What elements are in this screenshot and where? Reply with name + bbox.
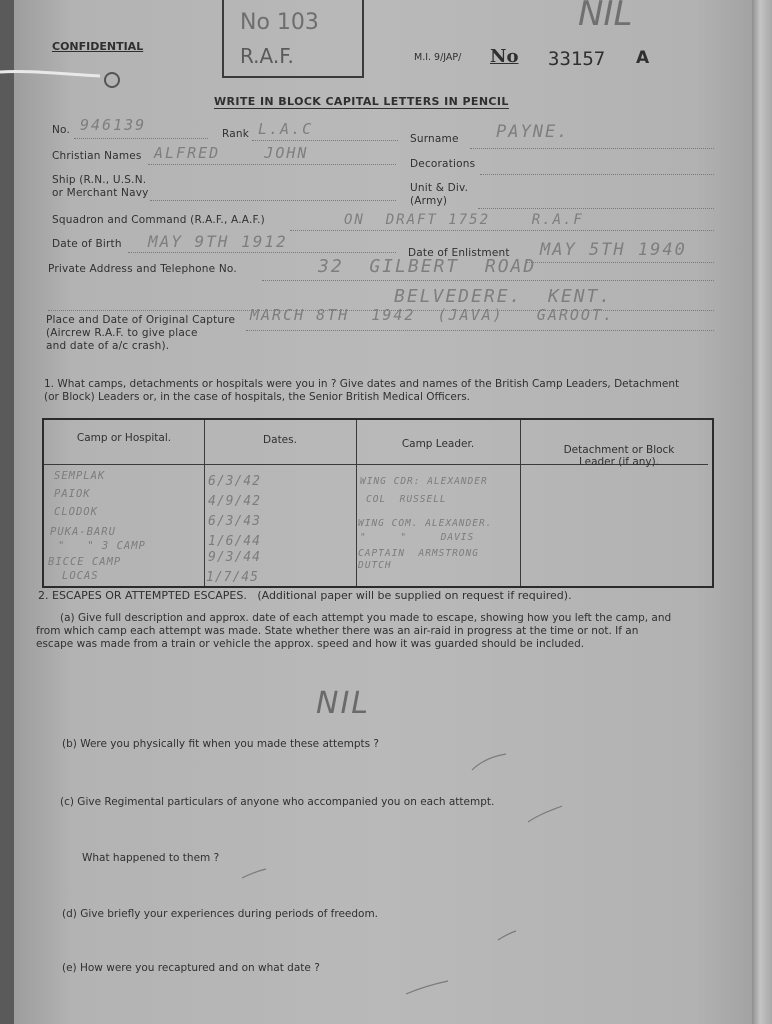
unit-line xyxy=(478,208,714,209)
dob-line xyxy=(128,252,396,253)
left-background xyxy=(0,0,14,1024)
camp-3: CLODOK xyxy=(54,506,98,518)
christian-names-value: ALFRED JOHN xyxy=(154,144,309,162)
dob-label: Date of Birth xyxy=(52,238,122,250)
q2-title-text: 2. ESCAPES OR ATTEMPTED ESCAPES. xyxy=(38,589,247,602)
surname-label: Surname xyxy=(410,133,459,145)
decorations-label: Decorations xyxy=(410,158,476,170)
header-dates: Dates. xyxy=(263,434,297,446)
enlistment-label: Date of Enlistment xyxy=(408,247,510,259)
right-page-edge xyxy=(752,0,772,1024)
service-number: 946139 xyxy=(80,116,147,134)
enlistment-value: MAY 5TH 1940 xyxy=(540,240,687,260)
date-1: 6/3/42 xyxy=(208,474,261,489)
camp-1: SEMPLAK xyxy=(54,470,106,482)
capture-label-2: (Aircrew R.A.F. to give place xyxy=(46,327,198,339)
address-value-2: BELVEDERE. KENT. xyxy=(394,286,613,307)
ship-label-2: or Merchant Navy xyxy=(52,187,149,199)
surname-value: PAYNE. xyxy=(496,122,570,142)
squadron-value: ON DRAFT 1752 R.A.F xyxy=(344,212,584,228)
q2c: (c) Give Regimental particulars of anyone who accompanied you on each attempt. xyxy=(60,796,495,808)
surname-line xyxy=(470,148,714,149)
pencil-tick-d xyxy=(496,928,520,944)
squadron-line xyxy=(290,230,714,231)
leader-3: WING COM. ALEXANDER. xyxy=(358,518,493,529)
stamp-number: No 103 xyxy=(240,10,319,35)
header-detachment: Detachment or Block Leader (if any). xyxy=(563,444,675,468)
pencil-tick-e xyxy=(404,978,452,998)
q1-line-2: (or Block) Leaders or, in the case of hospitals, the Senior British Medical Officers. xyxy=(44,391,471,403)
enlistment-line xyxy=(526,262,714,263)
q2e: (e) How were you recaptured and on what date ? xyxy=(62,962,320,974)
christian-names-line xyxy=(148,164,396,165)
capture-line xyxy=(246,330,714,331)
camp-2: PAIOK xyxy=(54,488,91,500)
stamp-box xyxy=(222,0,364,78)
rank-label: Rank xyxy=(222,128,250,140)
date-3: 6/3/43 xyxy=(208,514,261,529)
ship-line xyxy=(150,200,396,201)
stamp-raf: R.A.F. xyxy=(240,44,294,68)
date-4: 1/6/44 xyxy=(208,534,261,549)
instruction-heading: WRITE IN BLOCK CAPITAL LETTERS IN PENCIL xyxy=(214,95,509,108)
header-leader: Camp Leader. xyxy=(401,438,475,450)
capture-value: MARCH 8TH 1942 (JAVA) GAROOT. xyxy=(250,306,615,324)
date-2: 4/9/42 xyxy=(208,494,261,509)
form-series: A xyxy=(636,48,650,68)
christian-names-label: Christian Names xyxy=(52,150,142,162)
pencil-tick-c2 xyxy=(240,866,270,882)
q1-line-1: 1. What camps, detachments or hospitals were you in ? Give dates and names of the British Camp Leaders, Detachment xyxy=(44,378,680,390)
confidential-label: CONFIDENTIAL xyxy=(52,40,144,53)
pencil-tick-b xyxy=(470,752,510,774)
camp-7: LOCAS xyxy=(62,570,99,582)
nil-mark-top: NIL xyxy=(578,0,633,34)
q2a-line-1: (a) Give full description and approx. date of each attempt you made to escape, showing how you left the camp, and xyxy=(60,612,672,624)
unit-label-1: Unit & Div. xyxy=(410,182,469,194)
q2d: (d) Give briefly your experiences during periods of freedom. xyxy=(62,908,379,920)
leader-6: DUTCH xyxy=(358,560,392,571)
address-value-1: 32 GILBERT ROAD xyxy=(318,256,537,277)
q2-title-note: (Additional paper will be supplied on request if required). xyxy=(257,589,572,602)
number-label: No xyxy=(490,46,519,67)
form-reference: M.I. 9/JAP/ xyxy=(414,52,462,63)
camps-table xyxy=(42,418,714,588)
q2c-followup: What happened to them ? xyxy=(82,852,220,864)
no-line xyxy=(74,138,208,139)
leader-2: COL RUSSELL xyxy=(366,494,447,505)
leader-5: CAPTAIN ARMSTRONG xyxy=(358,548,479,559)
unit-label-2: (Army) xyxy=(410,195,448,207)
rank-value: L.A.C xyxy=(258,120,314,138)
camp-5: " " 3 CAMP xyxy=(58,540,146,552)
q2-title xyxy=(38,589,572,602)
binding-string xyxy=(0,60,140,100)
rank-line xyxy=(252,140,398,141)
dob-value: MAY 9TH 1912 xyxy=(148,232,288,251)
date-6: 1/7/45 xyxy=(206,570,259,585)
squadron-label: Squadron and Command (R.A.F., A.A.F.) xyxy=(52,214,265,226)
pencil-tick-c xyxy=(526,804,566,826)
header-camp: Camp or Hospital. xyxy=(76,432,172,444)
no-label: No. xyxy=(52,124,71,136)
form-number: 33157 xyxy=(548,48,606,70)
address-label: Private Address and Telephone No. xyxy=(48,263,237,275)
decorations-line xyxy=(480,174,714,175)
q2a-line-2: from which camp each attempt was made. State whether there was an air-raid in progress at the time or not. If an xyxy=(36,625,639,637)
ship-label-1: Ship (R.N., U.S.N. xyxy=(52,174,147,186)
address-line-1 xyxy=(262,280,714,281)
q2b: (b) Were you physically fit when you made these attempts ? xyxy=(62,738,379,750)
q2a-line-3: escape was made from a train or vehicle the approx. speed and how it was guarded should be included. xyxy=(36,638,585,650)
camp-4: PUKA-BARU xyxy=(50,526,116,538)
capture-label-3: and date of a/c crash). xyxy=(46,340,170,352)
q2a-answer: NIL xyxy=(316,686,371,721)
date-5: 9/3/44 xyxy=(208,550,261,565)
leader-1: WING CDR: ALEXANDER xyxy=(360,476,488,487)
camp-6: BICCE CAMP xyxy=(48,556,122,568)
leader-4: " " DAVIS xyxy=(360,532,475,543)
capture-label-1: Place and Date of Original Capture xyxy=(46,314,236,326)
